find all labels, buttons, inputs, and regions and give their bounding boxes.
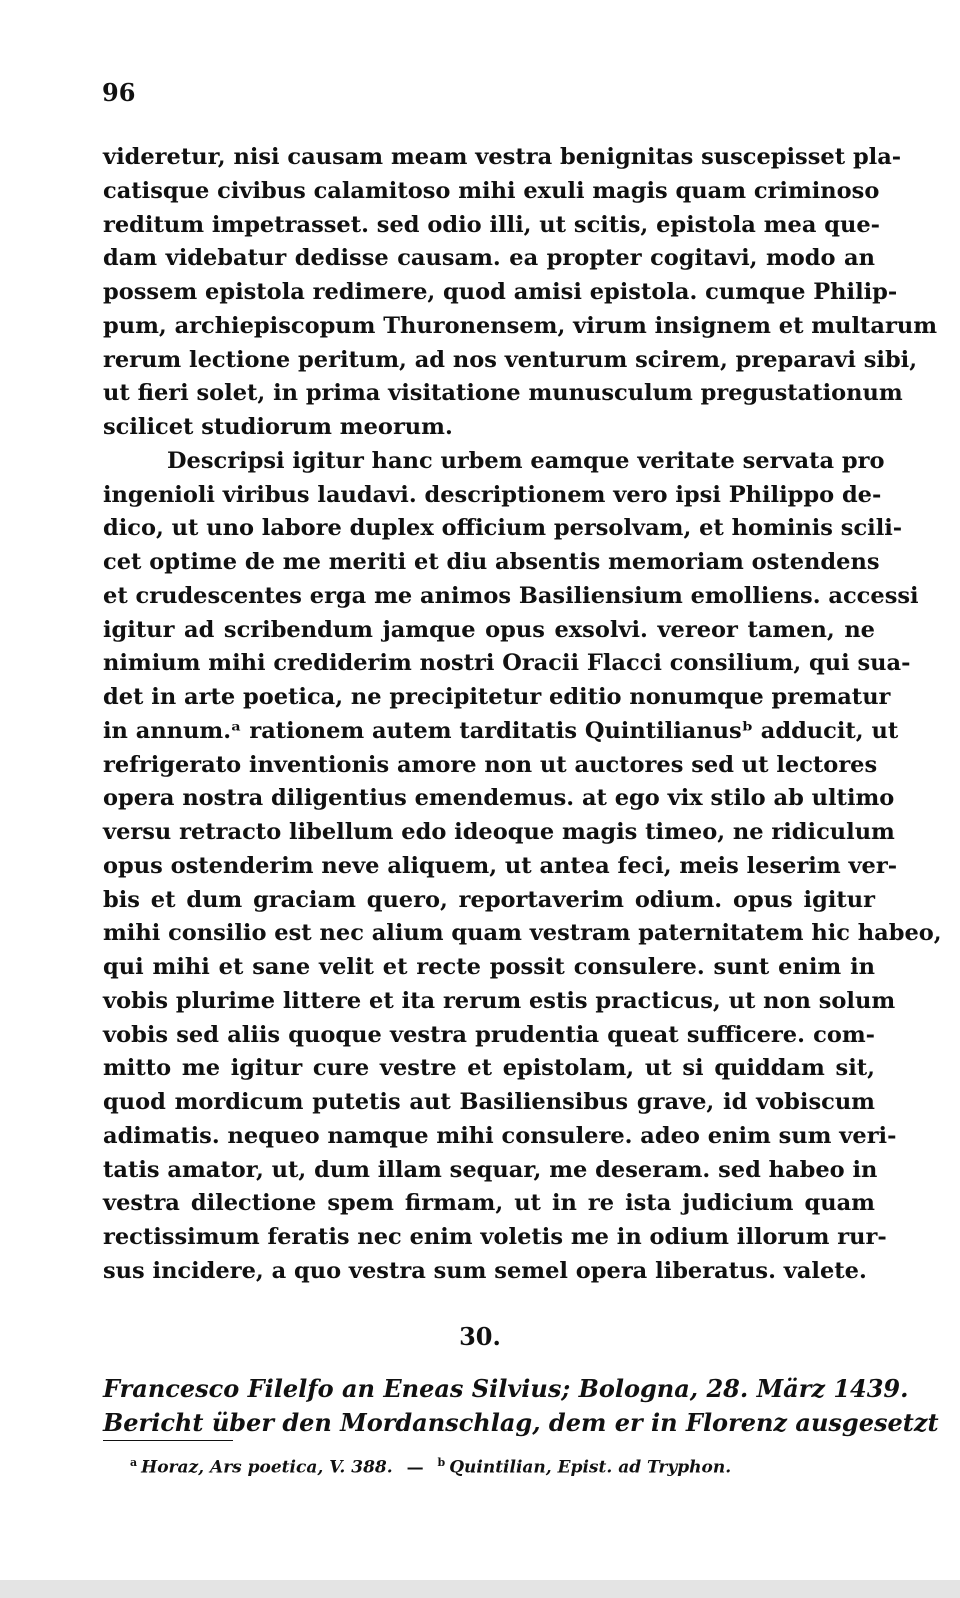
text-line: dam videbatur dedisse causam. ea propter cogitavi, modo an	[103, 245, 875, 272]
text-line: et crudescentes erga me animos Basiliensium emolliens. accessi	[103, 582, 919, 609]
text-line: refrigerato inventionis amore non ut auctores sed ut lectores	[103, 751, 878, 778]
footnote-b: Quintilian, Epist. ad Tryphon.	[449, 1457, 732, 1478]
text-line: det in arte poetica, ne precipitetur editio nonumque prematur	[103, 684, 891, 710]
text-line-paragraph-start: Descripsi igitur hanc urbem eamque veritate servata pro	[167, 447, 885, 474]
footnote-a: Horaz, Ars poetica, V. 388.	[141, 1457, 393, 1478]
footnotes	[130, 1456, 731, 1478]
text-line: sus incidere, a quo vestra sum semel opera liberatus. valete.	[103, 1257, 867, 1284]
text-line: ingenioli viribus laudavi. descriptionem vero ipsi Philippo de-	[103, 481, 882, 508]
heading-line: Francesco Filelfo an Eneas Silvius; Bologna, 28. März 1439.	[103, 1374, 909, 1403]
text-line: scilicet studiorum meorum.	[103, 414, 453, 440]
text-line: mihi consilio est nec alium quam vestram paternitatem hic habeo,	[103, 920, 942, 947]
text-line: reditum impetrasset. sed odio illi, ut scitis, epistola mea que-	[103, 211, 880, 238]
text-line: qui mihi et sane velit et recte possit consulere. sunt enim in	[103, 954, 875, 980]
page-number: 96	[102, 78, 136, 107]
text-line: opus ostenderim neve aliquem, ut antea feci, meis leserim ver-	[103, 852, 898, 879]
text-line: igitur ad scribendum jamque opus exsolvi. vereor tamen, ne	[103, 616, 875, 643]
letter-heading	[103, 1372, 939, 1440]
footnote-rule	[103, 1440, 233, 1441]
text-line: videretur, nisi causam meam vestra benignitas suscepisset pla-	[103, 144, 902, 170]
text-line: vestra dilectione spem firmam, ut in re ista judicium quam	[103, 1190, 875, 1217]
text-line: mitto me igitur cure vestre et epistolam, ut si quiddam sit,	[103, 1055, 875, 1082]
footnote-marker-a: a	[130, 1456, 138, 1469]
text-line: possem epistola redimere, quod amisi epistola. cumque Philip-	[103, 279, 898, 305]
text-line: opera nostra diligentius emendemus. at ego vix stilo ab ultimo	[103, 785, 895, 812]
text-line: tatis amator, ut, dum illam sequar, me deseram. sed habeo in	[103, 1156, 878, 1183]
text-line: dico, ut uno labore duplex officium persolvam, et hominis scili-	[103, 515, 903, 542]
text-line: versu retracto libellum edo ideoque magis timeo, ne ridiculum	[103, 819, 895, 845]
text-line: quod mordicum putetis aut Basiliensibus grave, id vobiscum	[103, 1089, 875, 1115]
text-line: catisque civibus calamitoso mihi exuli magis quam criminoso	[103, 177, 880, 204]
scan-edge	[0, 1580, 960, 1598]
footnote-separator: —	[406, 1457, 424, 1478]
text-line: rerum lectione peritum, ad nos venturum scirem, preparavi sibi,	[103, 346, 918, 373]
text-line: pum, archiepiscopum Thuronensem, virum insignem et multarum	[103, 312, 938, 339]
text-line: cet optime de me meriti et diu absentis memoriam ostendens	[103, 549, 880, 575]
text-line: vobis sed aliis quoque vestra prudentia queat sufficere. com-	[103, 1021, 875, 1048]
text-line: nimium mihi crediderim nostri Oracii Flacci consilium, qui sua-	[103, 650, 911, 677]
text-line: in annum.ᵃ rationem autem tarditatis Quintilianusᵇ adducit, ut	[103, 717, 899, 744]
text-line: ut fieri solet, in prima visitatione munusculum pregustationum	[103, 380, 903, 407]
text-line: adimatis. nequeo namque mihi consulere. adeo enim sum veri-	[103, 1122, 897, 1149]
text-line: vobis plurime littere et ita rerum estis practicus, ut non solum	[103, 987, 896, 1014]
heading-line: Bericht über den Mordanschlag, dem er in Florenz ausgesetzt	[103, 1408, 939, 1437]
footnote-marker-b: b	[437, 1456, 446, 1469]
section-number: 30.	[459, 1322, 501, 1351]
text-line: rectissimum feratis nec enim voletis me in odium illorum rur-	[103, 1224, 887, 1250]
letter-body	[103, 141, 942, 1289]
text-line: bis et dum graciam quero, reportaverim odium. opus igitur	[103, 886, 875, 913]
